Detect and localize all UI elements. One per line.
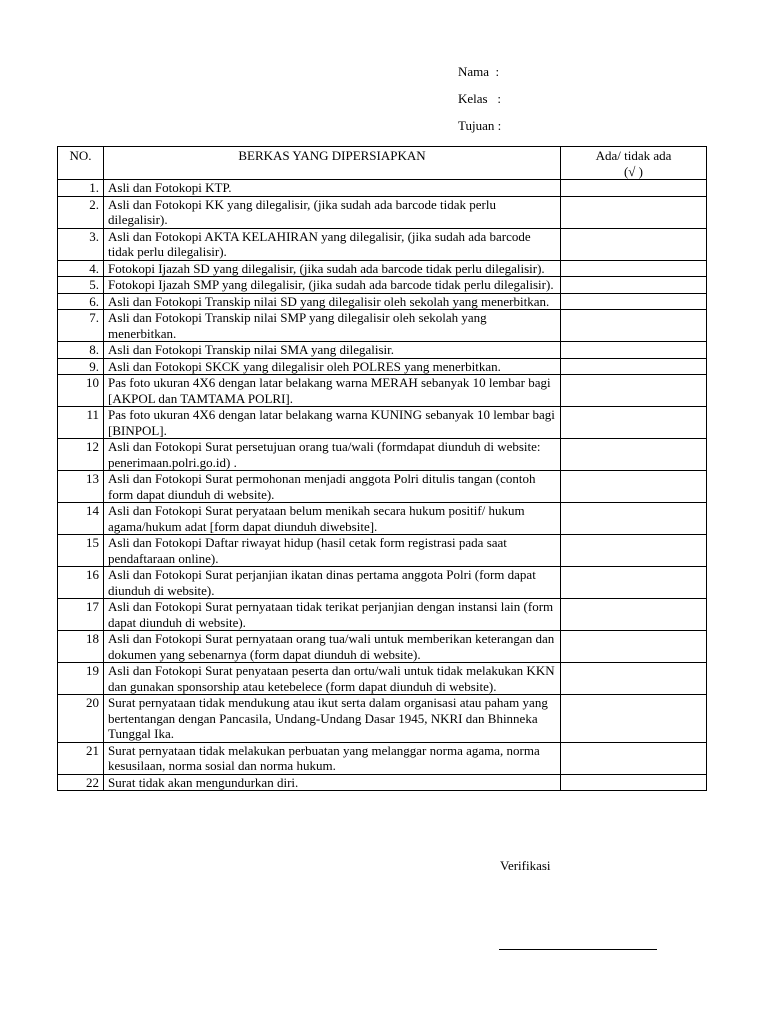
row-document-text: Pas foto ukuran 4X6 dengan latar belakang warna KUNING sebanyak 10 lembar bagi [BINPOL].: [104, 407, 561, 439]
row-check-cell[interactable]: [561, 503, 707, 535]
row-check-cell[interactable]: [561, 471, 707, 503]
row-document-text: Asli dan Fotokopi KK yang dilegalisir, (jika sudah ada barcode tidak perlu dilegalisir).: [104, 196, 561, 228]
row-document-text: Asli dan Fotokopi KTP.: [104, 180, 561, 197]
row-number: 5.: [58, 277, 104, 294]
row-number: 3.: [58, 228, 104, 260]
row-document-text: Asli dan Fotokopi Surat perjanjian ikatan dinas pertama anggota Polri (form dapat diunduh di website).: [104, 567, 561, 599]
table-row: [58, 663, 707, 695]
row-document-text: Asli dan Fotokopi Daftar riwayat hidup (hasil cetak form registrasi pada saat pendaftaraan online).: [104, 535, 561, 567]
row-check-cell[interactable]: [561, 375, 707, 407]
row-check-cell[interactable]: [561, 535, 707, 567]
table-row: [58, 503, 707, 535]
kelas-field: Kelas :: [458, 91, 501, 106]
row-number: 22: [58, 774, 104, 791]
row-document-text: Asli dan Fotokopi Surat pernyataan tidak terikat perjanjian dengan instansi lain (form dapat diunduh di website).: [104, 599, 561, 631]
nama-field: Nama :: [458, 64, 500, 79]
row-number: 19: [58, 663, 104, 695]
row-check-cell[interactable]: [561, 695, 707, 743]
table-row: [58, 599, 707, 631]
row-check-cell[interactable]: [561, 663, 707, 695]
table-header-row: [58, 147, 707, 180]
table-row: [58, 180, 707, 197]
row-number: 11: [58, 407, 104, 439]
header-fields: [458, 62, 501, 143]
row-check-cell[interactable]: [561, 196, 707, 228]
document-checklist-table: [57, 146, 707, 791]
row-number: 8.: [58, 342, 104, 359]
header-berkas: BERKAS YANG DIPERSIAPKAN: [104, 147, 561, 180]
row-number: 16: [58, 567, 104, 599]
row-document-text: Asli dan Fotokopi SKCK yang dilegalisir oleh POLRES yang menerbitkan.: [104, 358, 561, 375]
row-document-text: Asli dan Fotokopi Surat pernyataan orang tua/wali untuk memberikan keterangan dan dokumen yang sebenarnya (form dapat diunduh di website).: [104, 631, 561, 663]
header-status-line1: Ada/ tidak ada: [595, 148, 672, 163]
table-row: [58, 293, 707, 310]
row-document-text: Asli dan Fotokopi Transkip nilai SMA yang dilegalisir.: [104, 342, 561, 359]
table-row: [58, 631, 707, 663]
row-check-cell[interactable]: [561, 439, 707, 471]
row-check-cell[interactable]: [561, 180, 707, 197]
row-number: 17: [58, 599, 104, 631]
row-document-text: Asli dan Fotokopi Surat penyataan peserta dan ortu/wali untuk tidak melakukan KKN dan gunakan sponsorship atau ketebelece (form dapat diunduh di website).: [104, 663, 561, 695]
row-document-text: Asli dan Fotokopi AKTA KELAHIRAN yang dilegalisir, (jika sudah ada barcode tidak perlu dilegalisir).: [104, 228, 561, 260]
table-row: [58, 358, 707, 375]
row-number: 6.: [58, 293, 104, 310]
table-row: [58, 535, 707, 567]
row-document-text: Asli dan Fotokopi Surat permohonan menjadi anggota Polri ditulis tangan (contoh form dapat diunduh di website).: [104, 471, 561, 503]
row-number: 18: [58, 631, 104, 663]
row-document-text: Asli dan Fotokopi Surat persetujuan orang tua/wali (formdapat diunduh di website: penerimaan.polri.go.id) .: [104, 439, 561, 471]
row-document-text: Asli dan Fotokopi Surat peryataan belum menikah secara hukum positif/ hukum agama/hukum adat [form dapat diunduh diwebsite].: [104, 503, 561, 535]
table-row: [58, 277, 707, 294]
row-check-cell[interactable]: [561, 567, 707, 599]
row-check-cell[interactable]: [561, 631, 707, 663]
row-document-text: Surat pernyataan tidak mendukung atau ikut serta dalam organisasi atau paham yang bertentangan dengan Pancasila, Undang-Undang Dasar 1945, NKRI dan Bhinneka Tunggal Ika.: [104, 695, 561, 743]
row-document-text: Pas foto ukuran 4X6 dengan latar belakang warna MERAH sebanyak 10 lembar bagi [AKPOL dan TAMTAMA POLRI].: [104, 375, 561, 407]
signature-line: [499, 949, 657, 950]
table-row: [58, 742, 707, 774]
table-row: [58, 439, 707, 471]
row-document-text: Surat tidak akan mengundurkan diri.: [104, 774, 561, 791]
table-row: [58, 567, 707, 599]
table-row: [58, 471, 707, 503]
row-number: 9.: [58, 358, 104, 375]
header-status-line2: (√ ): [623, 163, 644, 179]
row-number: 21: [58, 742, 104, 774]
row-check-cell[interactable]: [561, 358, 707, 375]
row-check-cell[interactable]: [561, 277, 707, 294]
row-number: 12: [58, 439, 104, 471]
table-row: [58, 342, 707, 359]
row-number: 20: [58, 695, 104, 743]
row-check-cell[interactable]: [561, 260, 707, 277]
row-check-cell[interactable]: [561, 742, 707, 774]
row-check-cell[interactable]: [561, 599, 707, 631]
table-row: [58, 774, 707, 791]
row-number: 14: [58, 503, 104, 535]
table-row: [58, 407, 707, 439]
row-number: 13: [58, 471, 104, 503]
row-number: 15: [58, 535, 104, 567]
row-check-cell[interactable]: [561, 228, 707, 260]
table-row: [58, 310, 707, 342]
row-number: 10: [58, 375, 104, 407]
row-number: 1.: [58, 180, 104, 197]
header-status: [561, 147, 707, 180]
row-document-text: Surat pernyataan tidak melakukan perbuatan yang melanggar norma agama, norma kesusilaan, norma sosial dan norma hukum.: [104, 742, 561, 774]
table-row: [58, 375, 707, 407]
table-row: [58, 260, 707, 277]
header-no: NO.: [58, 147, 104, 180]
verification-label: Verifikasi: [500, 858, 551, 873]
row-check-cell[interactable]: [561, 342, 707, 359]
row-number: 4.: [58, 260, 104, 277]
row-number: 7.: [58, 310, 104, 342]
row-check-cell[interactable]: [561, 293, 707, 310]
table-row: [58, 695, 707, 743]
row-check-cell[interactable]: [561, 310, 707, 342]
tujuan-field: Tujuan :: [458, 118, 502, 133]
row-number: 2.: [58, 196, 104, 228]
row-check-cell[interactable]: [561, 407, 707, 439]
row-document-text: Fotokopi Ijazah SD yang dilegalisir, (jika sudah ada barcode tidak perlu dilegalisir).: [104, 260, 561, 277]
row-document-text: Asli dan Fotokopi Transkip nilai SD yang dilegalisir oleh sekolah yang menerbitkan.: [104, 293, 561, 310]
row-document-text: Fotokopi Ijazah SMP yang dilegalisir, (jika sudah ada barcode tidak perlu dilegalisir).: [104, 277, 561, 294]
table-row: [58, 228, 707, 260]
row-check-cell[interactable]: [561, 774, 707, 791]
table-row: [58, 196, 707, 228]
row-document-text: Asli dan Fotokopi Transkip nilai SMP yang dilegalisir oleh sekolah yang menerbitkan.: [104, 310, 561, 342]
